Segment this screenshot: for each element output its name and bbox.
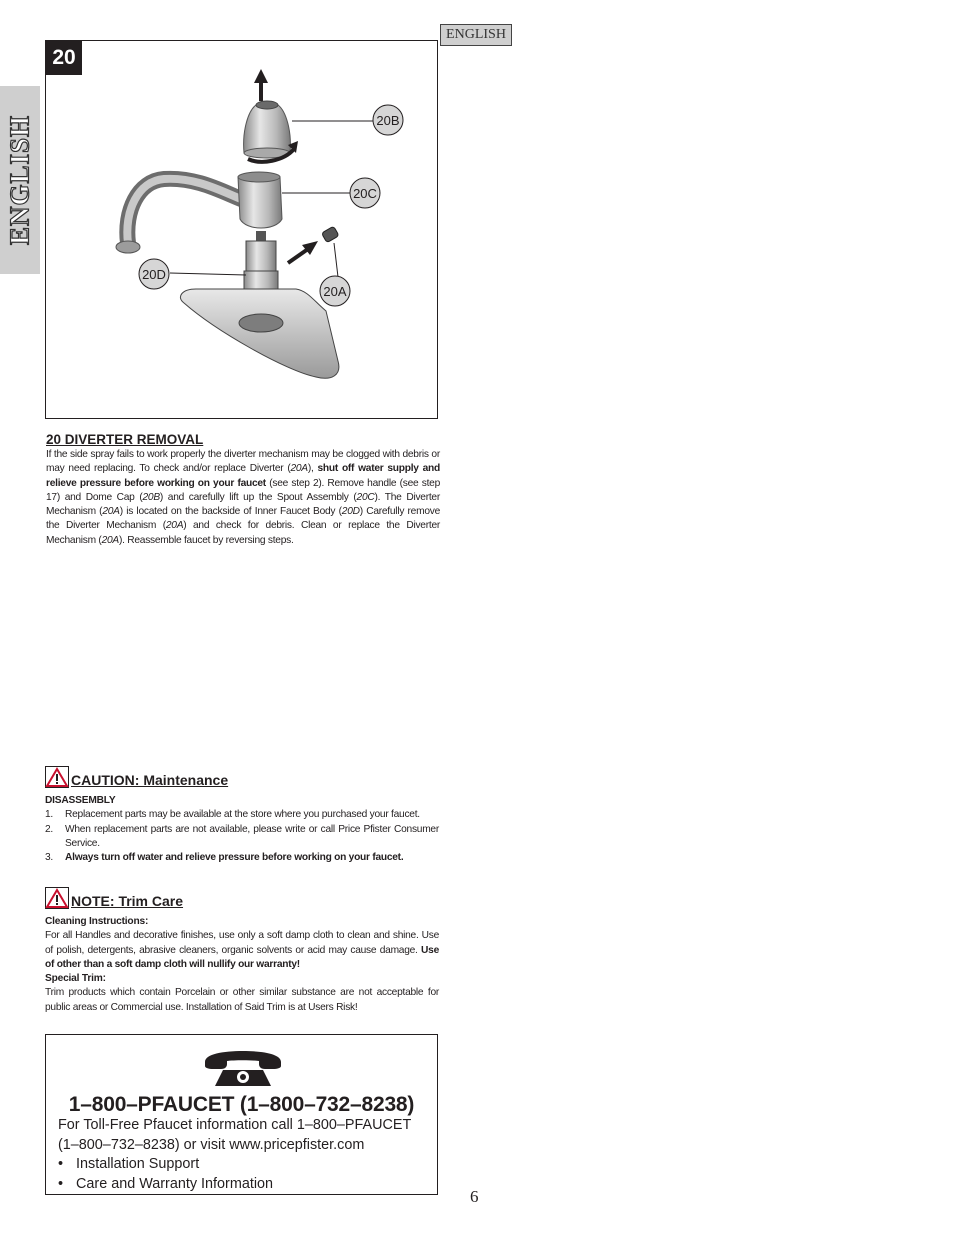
- deck-plate-part: [180, 289, 338, 378]
- callout-20d: [139, 259, 169, 289]
- caution-heading: CAUTION: Maintenance: [71, 772, 229, 788]
- diverter-mechanism-part: [288, 226, 339, 263]
- list-item: • Care and Warranty Information: [58, 1175, 428, 1195]
- svg-text:20D: 20D: [142, 267, 166, 282]
- telephone-icon: [203, 1050, 283, 1088]
- diverter-removal-section: [46, 432, 440, 548]
- svg-text:20A: 20A: [323, 284, 347, 299]
- note-heading: NOTE: Trim Care: [71, 893, 184, 909]
- language-tag: ENGLISH: [440, 24, 512, 46]
- faucet-exploded-diagram: [46, 41, 438, 419]
- special-trim-text: Trim products which contain Porcelain or other similar substance are not acceptable for public areas or Commercial use. Installation of Said Trim is at Users Risk!: [45, 987, 439, 1013]
- cleaning-text: For all Handles and decorative finishes, use only a soft damp cloth to clean and shine. Use of polish, detergents, abrasive cleaners, organic solvents or acid may cause damage. Use of other than a soft damp cloth will nullify our warranty!: [45, 930, 439, 970]
- phone-number-heading: 1–800–PFAUCET (1–800–732–8238): [68, 1093, 415, 1116]
- figure-number: 20: [46, 41, 82, 75]
- svg-text:20C: 20C: [353, 186, 377, 201]
- caution-section: [45, 766, 439, 865]
- trim-care-section: [45, 887, 439, 1015]
- caution-subheading: DISASSEMBLY: [45, 795, 116, 806]
- list-item: 3. Always turn off water and relieve pressure before working on your faucet.: [45, 852, 404, 864]
- cleaning-subheading: Cleaning Instructions:: [45, 916, 149, 927]
- warning-triangle-icon: [45, 766, 69, 788]
- special-trim-subheading: Special Trim:: [45, 973, 106, 985]
- phone-info-box: [45, 1034, 438, 1195]
- svg-text:20B: 20B: [376, 113, 400, 128]
- phone-line-1: For Toll-Free Pfaucet information call 1–800–PFAUCET: [58, 1117, 412, 1133]
- support-list: [58, 1155, 428, 1194]
- caution-list: [45, 808, 439, 865]
- warning-triangle-icon: [45, 887, 69, 909]
- diverter-heading: 20 DIVERTER REMOVAL: [46, 432, 204, 447]
- side-tab-label: ENGLISH: [4, 114, 35, 246]
- figure-20: [45, 40, 438, 419]
- diverter-body: If the side spray fails to work properly the diverter mechanism may be clogged with debris or may need replacing. To check and/or replace Diverter (20A), shut off water supply and relieve pressure before working on your faucet (see step 2). Remove handle (see step 17) and Dome Cap (20B) and carefully lift up the Spout Assembly (20C). The Diverter Mechanism (20A) is located on the backside of Inner Faucet Body (20D) Carefully remove the Diverter Mechanism (20A) and check for debris. Clean or replace the Diverter Mechanism (20A). Reassemble faucet by reversing steps.: [46, 449, 441, 546]
- phone-line-2: (1–800–732–8238) or visit www.pricepfister.com: [58, 1136, 365, 1153]
- lift-arrow-icon: [254, 69, 268, 101]
- dome-cap-part: [244, 101, 291, 158]
- list-item: 1. Replacement parts may be available at the store where you purchased your faucet.: [45, 809, 420, 821]
- callout-20a: [320, 276, 350, 306]
- callout-20c: [350, 178, 380, 208]
- list-item: • Installation Support: [58, 1155, 428, 1175]
- callout-20b: [373, 105, 403, 135]
- side-language-tab: [0, 86, 40, 274]
- list-item: 2. When replacement parts are not available, please write or call Price Pfister Consumer Service.: [45, 823, 439, 849]
- page-number: 6: [470, 1187, 479, 1206]
